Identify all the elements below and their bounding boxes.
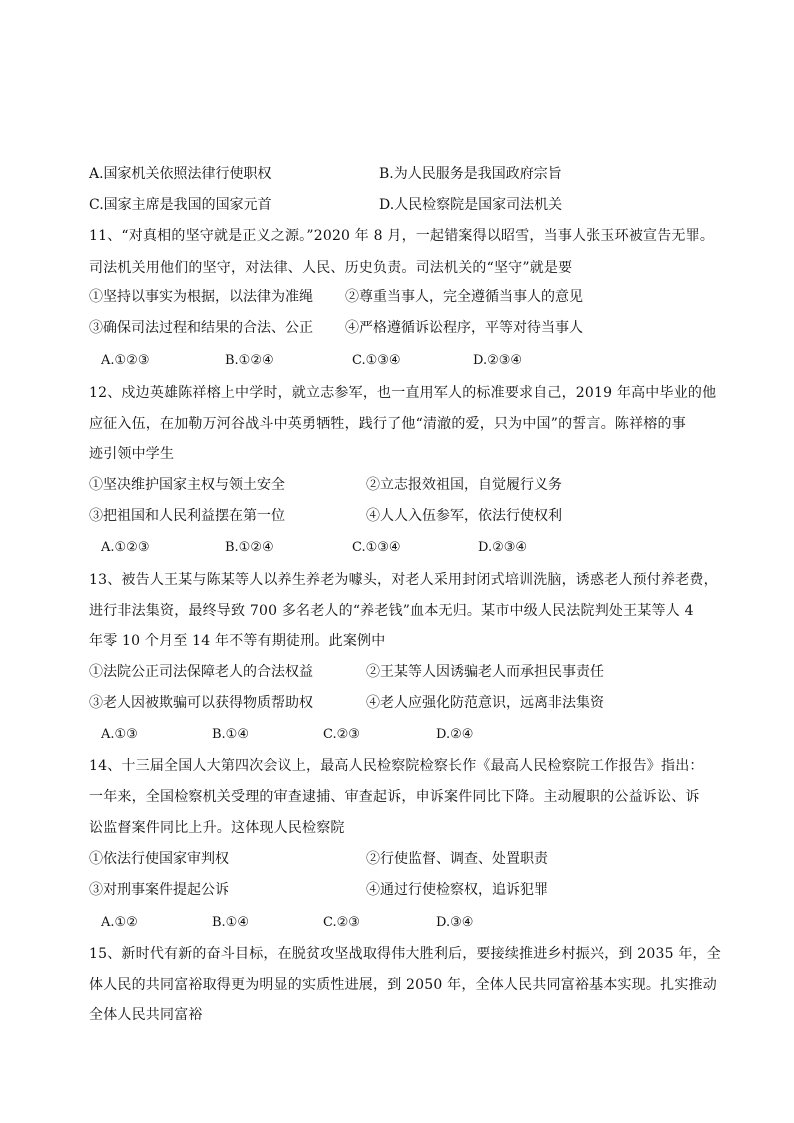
q11-option-a: A.①②③ [101, 353, 150, 368]
q13-statement-1: ①法院公正司法保障老人的合法权益 [89, 664, 313, 680]
q15-stem-line1: 15、新时代有新的奋斗目标，在脱贫攻坚战取得伟大胜利后，要接续推进乡村振兴，到 2035 年，全 [89, 946, 721, 962]
q14-statement-2: ②行使监督、调查、处置职责 [366, 851, 548, 867]
q13-option-c: C.②③ [323, 727, 360, 742]
q10-option-c: C.国家主席是我国的国家元首 [89, 197, 272, 213]
q14-statement-4: ④通过行使检察权，追诉犯罪 [366, 882, 548, 898]
q12-stem-line1: 12、戍边英雄陈祥榕上中学时，就立志参军，也一直用军人的标准要求自己，2019 年高中毕业的他 [89, 385, 717, 401]
q11-option-c: C.①③④ [352, 353, 401, 368]
q11-statement-4: ④严格遵循诉讼程序，平等对待当事人 [345, 320, 583, 336]
q13-stem-line2: 进行非法集资，最终导致 700 多名老人的“养老钱”血本无归。某市中级人民法院判处王某等人 4 [89, 603, 694, 619]
q14-option-a: A.①② [101, 915, 138, 930]
q14-statement-3: ③对刑事案件提起公诉 [89, 882, 229, 898]
q13-stem-line3: 年零 10 个月至 14 年不等有期徒刑。此案例中 [89, 633, 386, 649]
q13-option-a: A.①③ [101, 727, 138, 742]
q12-stem-line2: 应征入伍，在加勒万河谷战斗中英勇牺牲，践行了他“清澈的爱，只为中国”的誓言。陈祥榕的事 [89, 416, 686, 432]
q13-statement-2: ②王某等人因诱骗老人而承担民事责任 [366, 664, 604, 680]
q12-option-d: D.②③④ [478, 540, 528, 555]
q14-option-d: D.③④ [436, 915, 474, 930]
q14-option-c: C.②③ [323, 915, 360, 930]
q14-stem-line1: 14、十三届全国人大第四次会议上，最高人民检察院检察长作《最高人民检察院工作报告》指出： [89, 758, 704, 774]
q10-option-b: B.为人民服务是我国政府宗旨 [379, 166, 562, 182]
q12-statement-3: ③把祖国和人民利益摆在第一位 [89, 508, 285, 524]
q11-statement-3: ③确保司法过程和结果的合法、公正 [89, 320, 313, 336]
q10-option-d: D.人民检察院是国家司法机关 [379, 197, 563, 213]
q15-stem-line3: 全体人民共同富裕 [89, 1007, 203, 1023]
q12-option-c: C.①③④ [352, 540, 401, 555]
q13-option-d: D.②④ [436, 727, 474, 742]
q13-stem-line1: 13、被告人王某与陈某等人以养生养老为噱头，对老人采用封闭式培训洗脑，诱惑老人预付养老费， [89, 572, 718, 588]
q13-statement-3: ③老人因被欺骗可以获得物质帮助权 [89, 695, 313, 711]
q12-option-b: B.①②④ [225, 540, 274, 555]
q14-stem-line2: 一年来，全国检察机关受理的审查逮捕、审查起诉，申诉案件同比下降。主动履职的公益诉讼、诉 [89, 789, 700, 805]
q10-option-a: A.国家机关依照法律行使职权 [89, 166, 272, 182]
q11-statement-2: ②尊重当事人，完全遵循当事人的意见 [345, 289, 583, 305]
q12-statement-1: ①坚决维护国家主权与领土安全 [89, 477, 285, 493]
q13-option-b: B.①④ [212, 727, 249, 742]
q11-option-d: D.②③④ [473, 353, 523, 368]
q13-statement-4: ④老人应强化防范意识，远离非法集资 [366, 695, 604, 711]
q12-stem-line3: 迹引领中学生 [89, 446, 175, 462]
q14-option-b: B.①④ [212, 915, 249, 930]
q11-stem-line1: 11、“对真相的坚守就是正义之源。”2020 年 8 月，一起错案得以昭雪，当事人张玉环被宣告无罪。 [89, 228, 715, 244]
q14-stem-line3: 讼监督案件同比上升。这体现人民检察院 [89, 820, 345, 836]
q11-stem-line2: 司法机关用他们的坚守，对法律、人民、历史负责。司法机关的“坚守”就是要 [89, 260, 573, 276]
q14-statement-1: ①依法行使国家审判权 [89, 851, 229, 867]
q12-statement-2: ②立志报效祖国，自觉履行义务 [366, 477, 562, 493]
q12-option-a: A.①②③ [101, 540, 150, 555]
q11-statement-1: ①坚持以事实为根据，以法律为准绳 [89, 289, 313, 305]
q12-statement-4: ④人人入伍参军，依法行使权利 [366, 508, 562, 524]
q11-option-b: B.①②④ [225, 353, 274, 368]
q15-stem-line2: 体人民的共同富裕取得更为明显的实质性进展，到 2050 年，全体人民共同富裕基本实现。扎实推动 [89, 977, 717, 993]
